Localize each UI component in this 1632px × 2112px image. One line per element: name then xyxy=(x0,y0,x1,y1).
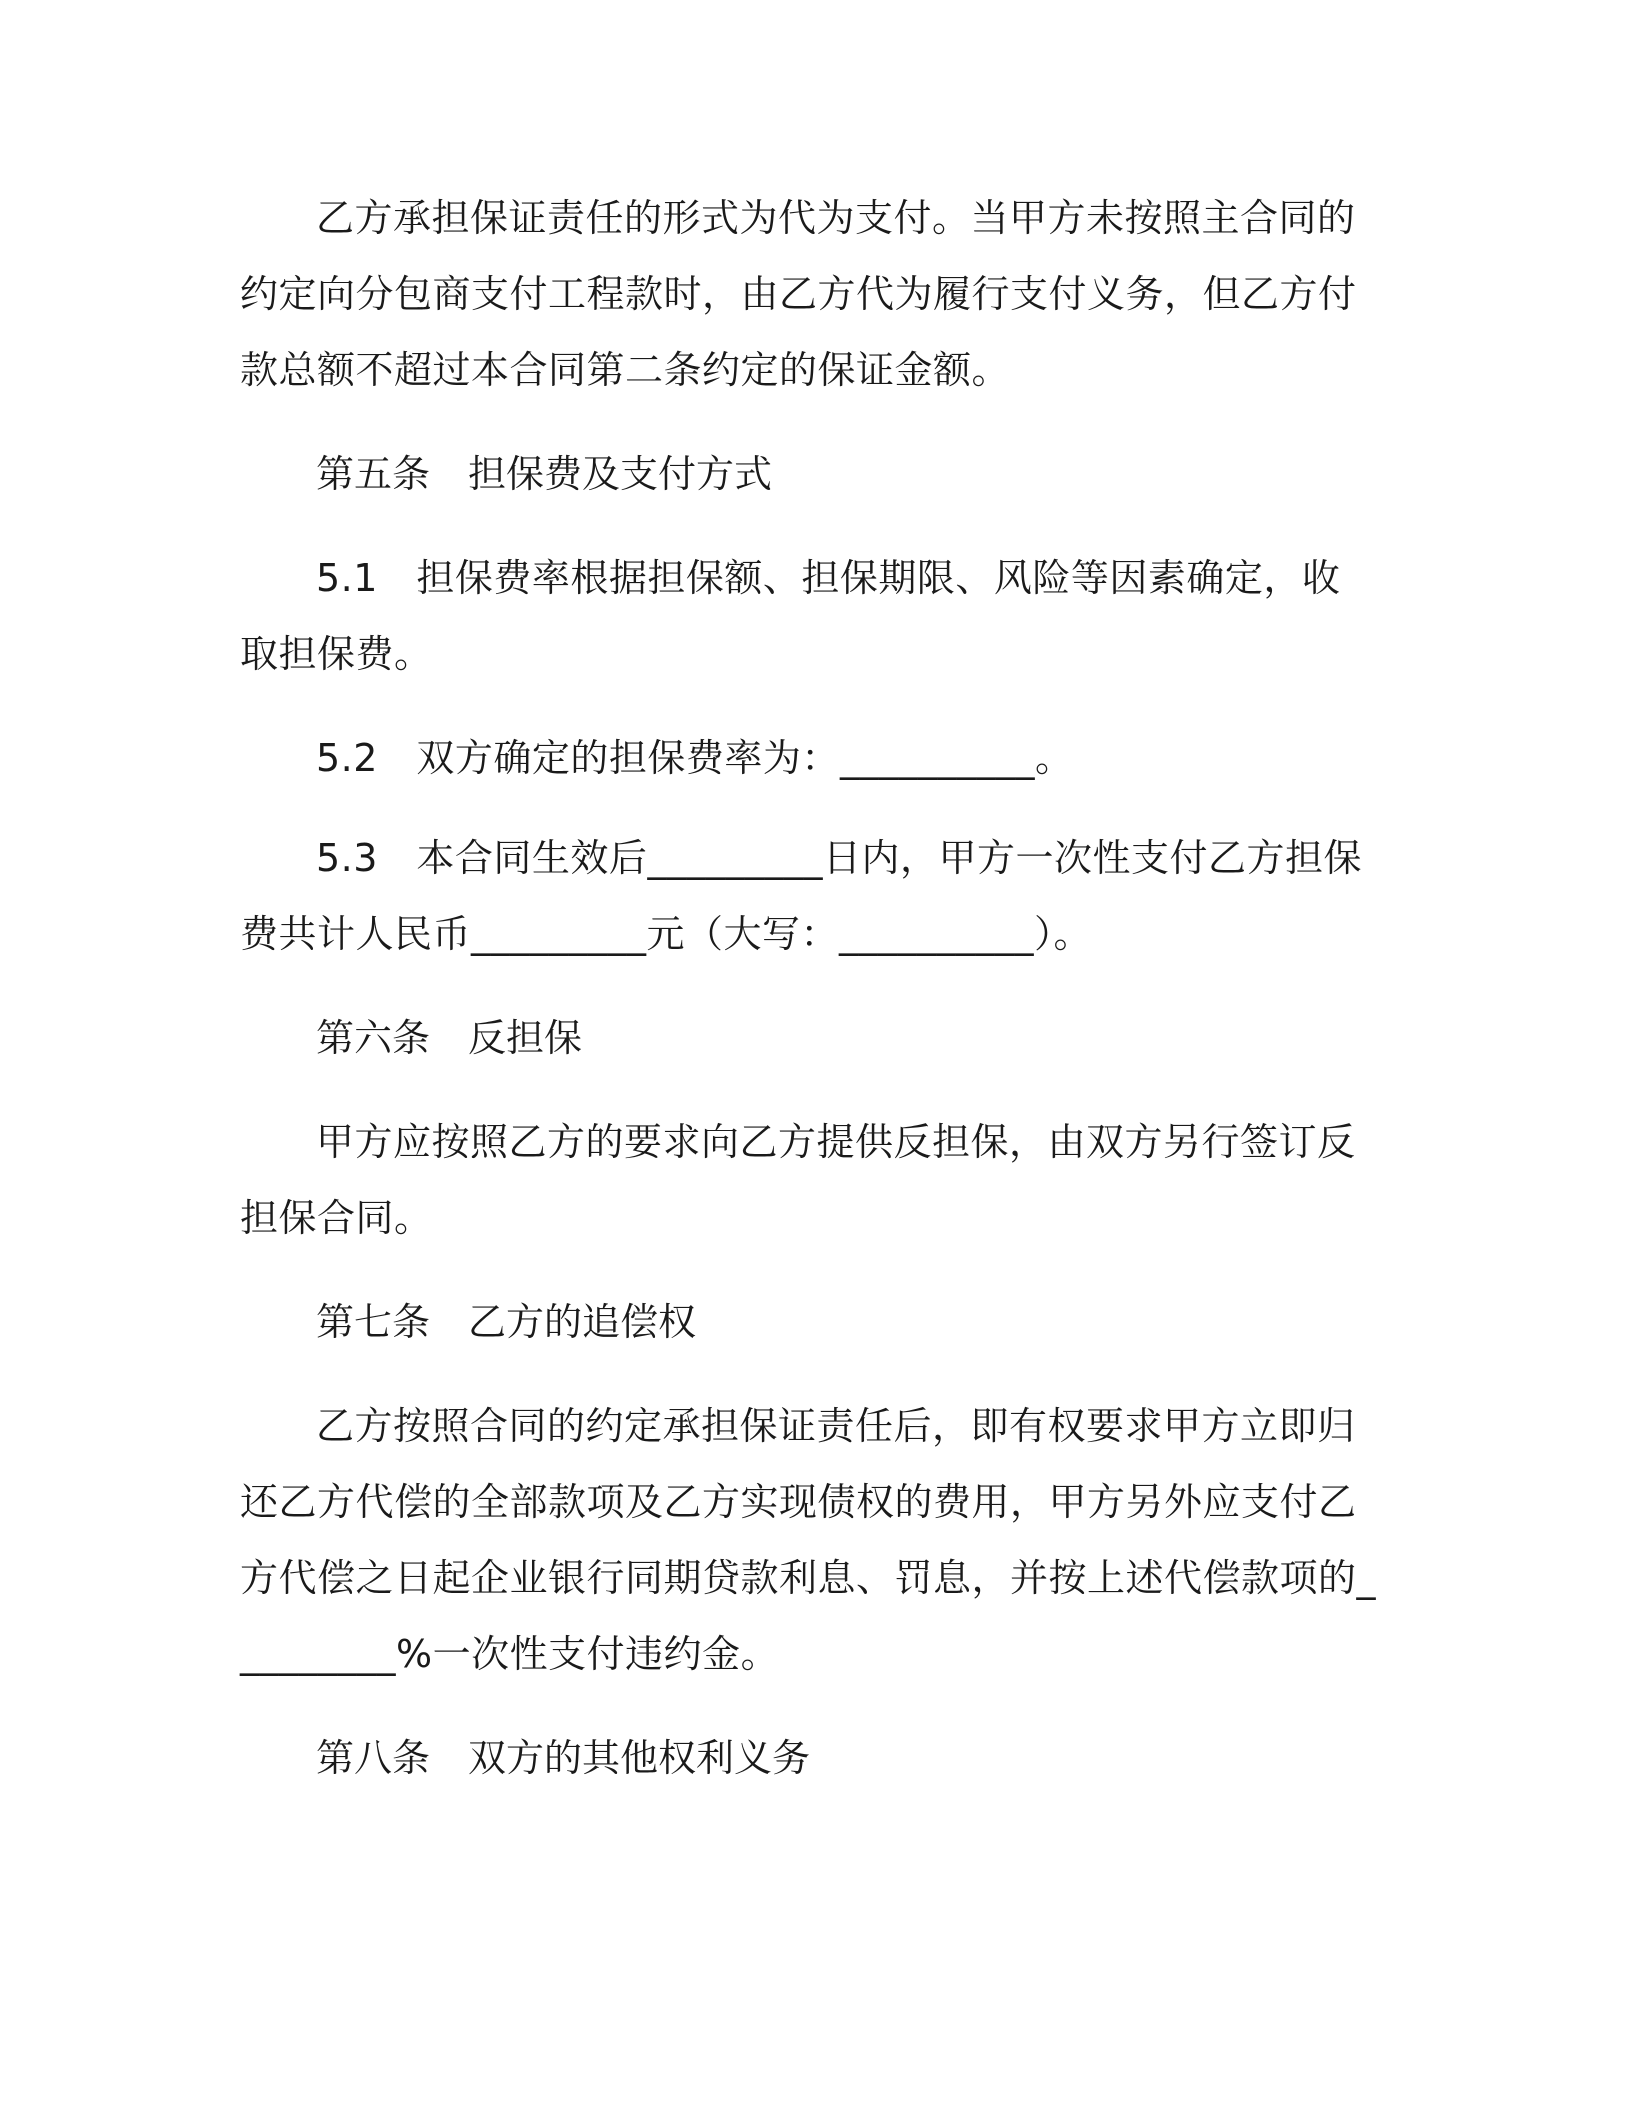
article-4-body: 乙方承担保证责任的形式为代为支付。当甲方未按照主合同的约定向分包商支付工程款时，由乙方代为履行支付义务，但乙方付款总额不超过本合同第二条约定的保证金额。 xyxy=(240,196,1357,392)
clause-5-2-text: 5.2 双方确定的担保费率为： xyxy=(316,736,840,780)
article-8-heading: 第八条 双方的其他权利义务 xyxy=(316,1736,811,1780)
clause-5-2 xyxy=(240,720,1376,796)
amount-words-blank: __________ xyxy=(839,912,1035,956)
article-7-heading: 第七条 乙方的追偿权 xyxy=(316,1300,697,1344)
clause-5-2-end: 。 xyxy=(1034,736,1074,780)
article-5-heading: 第五条 担保费及支付方式 xyxy=(316,452,773,496)
clause-5-3-text-a: 5.3 本合同生效后 xyxy=(316,836,648,880)
article-6-heading: 第六条 反担保 xyxy=(316,1016,583,1060)
clause-5-3 xyxy=(240,820,1376,972)
clause-5-3-text-c: 元（大写： xyxy=(646,912,840,956)
article-7-body-end: %一次性支付违约金。 xyxy=(396,1632,780,1676)
article-6-body: 甲方应按照乙方的要求向乙方提供反担保，由双方另行签订反担保合同。 xyxy=(240,1120,1356,1240)
clause-5-3-text-d: ）。 xyxy=(1034,912,1093,956)
fee-rate-blank: __________ xyxy=(839,736,1035,780)
clause-5-1: 5.1 担保费率根据担保额、担保期限、风险等因素确定，收取担保费。 xyxy=(240,556,1341,676)
clause-5-3-text-b: 日内，甲方一次性支付乙方担保费共计人民币 xyxy=(240,836,1362,956)
article-7-body-text: 乙方按照合同的约定承担保证责任后，即有权要求甲方立即归还乙方代偿的全部款项及乙方实现债权的费用，甲方另外应支付乙方代偿之日起企业银行同期贷款利息、罚息，并按上述代偿款项的 xyxy=(240,1404,1357,1600)
penalty-percent-blank: _________ xyxy=(240,1556,1377,1676)
days-blank: _________ xyxy=(647,836,823,880)
article-7-body xyxy=(240,1388,1376,1692)
amount-blank: _________ xyxy=(471,912,647,956)
